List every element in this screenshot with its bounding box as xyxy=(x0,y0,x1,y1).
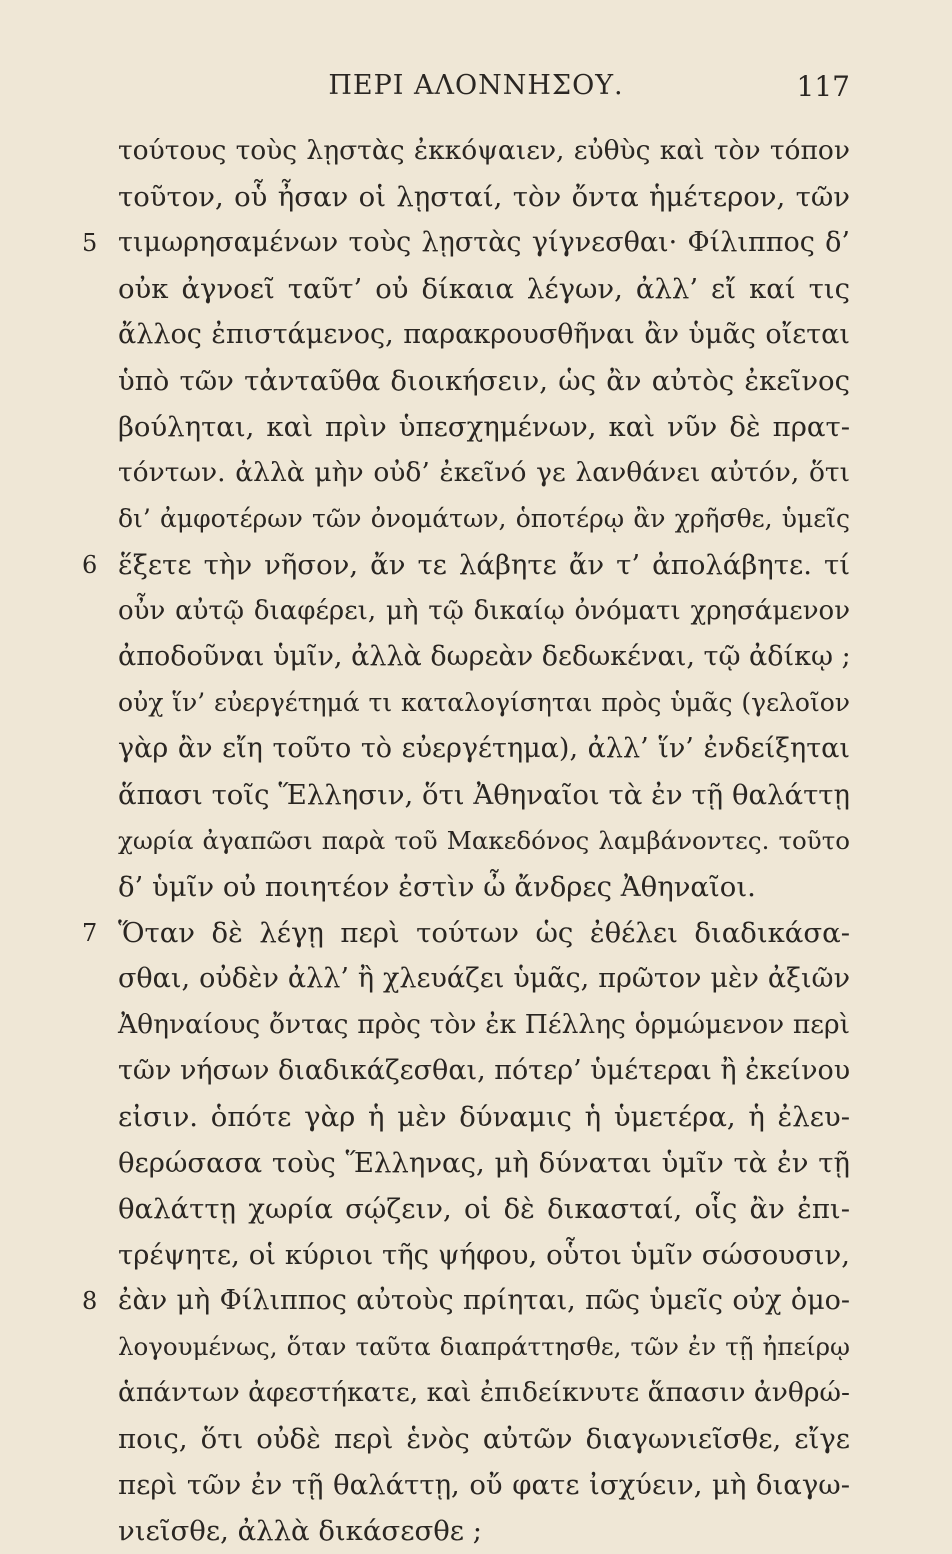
text-line: σθαι, οὐδὲν ἀλλ’ ἢ χλευάζει ὑμᾶς, πρῶτον μὲν ἀξιῶν xyxy=(118,963,850,994)
text-line: ἐὰν μὴ Φίλιππος αὐτοὺς πρίηται, πῶς ὑμεῖς οὐχ ὁμο- xyxy=(118,1285,850,1316)
text-line: τῶν νήσων διαδικάζεσθαι, πότερ’ ὑμέτεραι ἢ ἐκείνου xyxy=(118,1055,851,1086)
text-line: βούληται, καὶ πρὶν ὑπεσχημένων, καὶ νῦν δὲ πρατ- xyxy=(118,411,850,443)
text-line: ἅπασι τοῖς Ἕλλησιν, ὅτι Ἀθηναῖοι τὰ ἐν τῇ θαλάττῃ xyxy=(118,779,850,811)
text-line: εἰσιν. ὁπότε γὰρ ἡ μὲν δύναμις ἡ ὑμετέρα, ἡ ἐλευ- xyxy=(118,1101,850,1133)
text-line: θερώσασα τοὺς Ἕλληνας, μὴ δύναται ὑμῖν τὰ ἐν τῇ xyxy=(118,1147,850,1179)
text-line: λογουμένως, ὅταν ταῦτα διαπράττησθε, τῶν ἐν τῇ ἠπείρῳ xyxy=(118,1332,850,1361)
section-number: 6 xyxy=(82,551,98,579)
text-line: ἕξετε τὴν νῆσον, ἄν τε λάβητε ἄν τ’ ἀπολάβητε. τί xyxy=(118,549,850,581)
section-number: 5 xyxy=(82,229,98,257)
text-line: δι’ ἀμφοτέρων τῶν ὀνομάτων, ὁποτέρῳ ἂν χρῆσθε, ὑμεῖς xyxy=(118,504,850,533)
text-line: χωρία ἀγαπῶσι παρὰ τοῦ Μακεδόνος λαμβάνοντες. τοῦτο xyxy=(118,826,850,855)
running-title: ΠΕΡΙ ΑΛΟΝΝΗΣΟΥ. xyxy=(328,70,624,101)
text-line: ποις, ὅτι οὐδὲ περὶ ἑνὸς αὐτῶν διαγωνιεῖσθε, εἴγε xyxy=(118,1423,850,1455)
text-line: ὑπὸ τῶν τἀνταῦθα διοικήσειν, ὡς ἂν αὐτὸς ἐκεῖνος xyxy=(118,365,850,397)
text-line: ἄλλος ἐπιστάμενος, παρακρουσθῆναι ἂν ὑμᾶς οἴεται xyxy=(118,319,850,350)
section-number: 8 xyxy=(82,1287,98,1315)
text-line: τρέψητε, οἱ κύριοι τῆς ψήφου, οὗτοι ὑμῖν σώσουσιν, xyxy=(118,1239,850,1271)
text-line: τόντων. ἀλλὰ μὴν οὐδ’ ἐκεῖνό γε λανθάνει αὐτόν, ὅτι xyxy=(118,457,850,488)
text-line: οὖν αὐτῷ διαφέρει, μὴ τῷ δικαίῳ ὀνόματι χρησάμενον xyxy=(118,596,850,626)
text-line: ἁπάντων ἀφεστήκατε, καὶ ἐπιδείκνυτε ἅπασιν ἀνθρώ- xyxy=(118,1377,850,1408)
text-line: θαλάττῃ χωρία σῴζειν, οἱ δὲ δικασταί, οἷς ἂν ἐπι- xyxy=(118,1193,850,1225)
section-number: 7 xyxy=(82,919,98,947)
text-line: περὶ τῶν ἐν τῇ θαλάττῃ, οὔ φατε ἰσχύειν, μὴ διαγω- xyxy=(118,1469,850,1501)
text-line: νιεῖσθε, ἀλλὰ δικάσεσθε ; xyxy=(118,1515,483,1547)
text-line: τοῦτον, οὗ ἦσαν οἱ λῃσταί, τὸν ὄντα ἡμέτερον, τῶν xyxy=(118,181,850,213)
page-number: 117 xyxy=(796,70,850,103)
text-line: Ὅταν δὲ λέγῃ περὶ τούτων ὡς ἐθέλει διαδικάσα- xyxy=(118,917,850,949)
text-line: δ’ ὑμῖν οὐ ποιητέον ἐστὶν ὦ ἄνδρες Ἀθηναῖοι. xyxy=(118,871,756,903)
text-line: τιμωρησαμένων τοὺς λῃστὰς γίγνεσθαι· Φίλιππος δ’ xyxy=(118,227,850,258)
text-line: ἀποδοῦναι ὑμῖν, ἀλλὰ δωρεὰν δεδωκέναι, τῷ ἀδίκῳ ; xyxy=(118,641,851,672)
text-line: οὐχ ἵν’ εὐεργέτημά τι καταλογίσηται πρὸς ὑμᾶς (γελοῖον xyxy=(118,688,850,717)
text-line: Ἀθηναίους ὄντας πρὸς τὸν ἐκ Πέλλης ὁρμώμενον περὶ xyxy=(118,1009,850,1040)
text-line: οὐκ ἀγνοεῖ ταῦτ’ οὐ δίκαια λέγων, ἀλλ’ εἴ καί τις xyxy=(118,273,850,305)
page-header xyxy=(0,70,952,110)
text-line: τούτους τοὺς λῃστὰς ἐκκόψαιεν, εὐθὺς καὶ τὸν τόπον xyxy=(118,135,850,166)
text-line: γὰρ ἂν εἴη τοῦτο τὸ εὐεργέτημα), ἀλλ’ ἵν’ ἐνδείξηται xyxy=(118,733,850,764)
